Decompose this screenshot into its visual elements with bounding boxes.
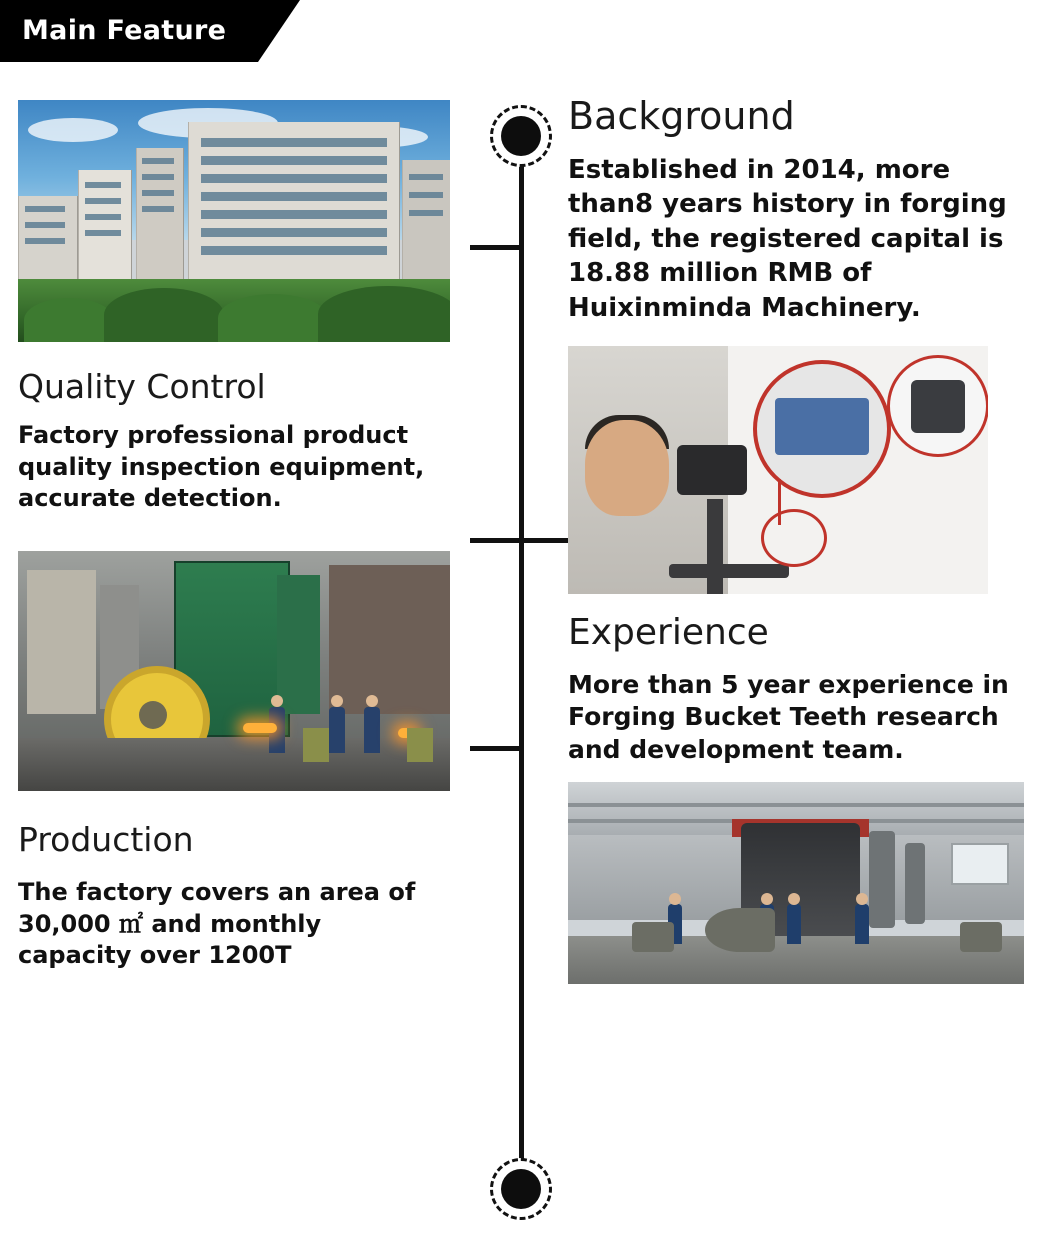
quality-control-text: Factory professional product quality inspection equipment, accurate detection.: [18, 420, 425, 513]
workshop-boiler-photo: [568, 782, 1024, 984]
quality-control-heading: Quality Control: [18, 367, 266, 406]
main-feature-banner: [0, 0, 300, 62]
timeline-tick-experience: [470, 746, 522, 751]
production-text: The factory covers an area of 30,000 ㎡ and monthly capacity over 1200T: [18, 877, 416, 970]
timeline-tick-quality: [470, 538, 522, 543]
timeline-tick-background: [470, 245, 522, 250]
office-building-photo: [18, 100, 450, 342]
experience-text: More than 5 year experience in Forging Bucket Teeth research and development team.: [568, 669, 1009, 764]
left-column: [18, 100, 468, 972]
timeline-vertical-line: [519, 135, 524, 1190]
background-heading: Background: [568, 94, 795, 138]
timeline-node-top: [490, 105, 552, 167]
quality-inspection-photo: [568, 346, 988, 594]
timeline-tick-quality-right: [519, 538, 571, 543]
forging-press-photo: [18, 551, 450, 791]
banner-title: Main Feature: [22, 15, 227, 46]
experience-heading: Experience: [568, 611, 769, 653]
background-text: Established in 2014, more than8 years history in forging field, the registered capital is 18.88 million RMB of Huixinminda Machinery.: [568, 154, 1007, 323]
timeline-node-bottom: [490, 1158, 552, 1220]
right-column: [568, 95, 1038, 984]
production-heading: Production: [18, 819, 194, 859]
